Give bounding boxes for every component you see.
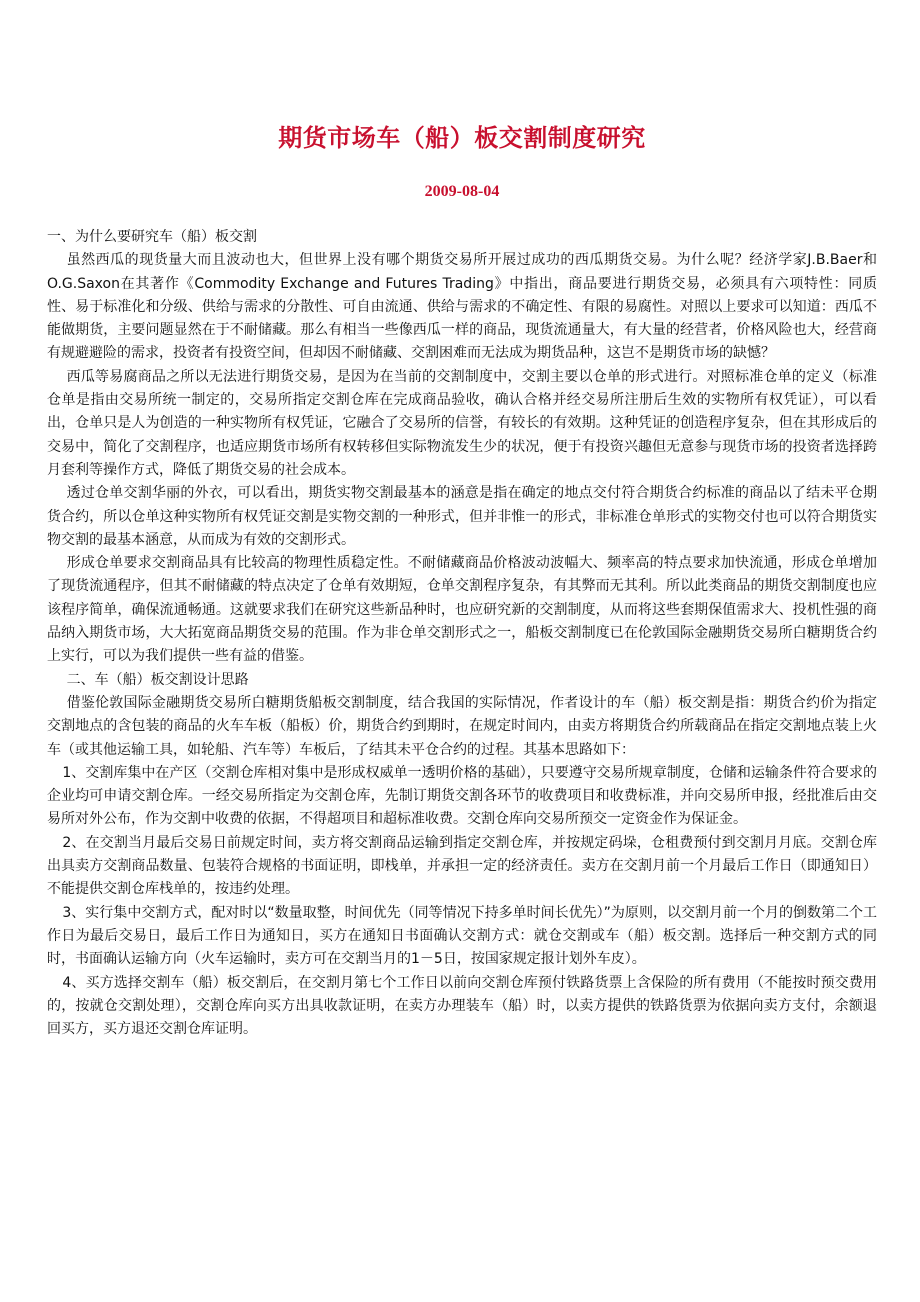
section-1-paragraph-1: 虽然西瓜的现货量大而且波动也大，但世界上没有哪个期货交易所开展过成功的西瓜期货交易。为什么呢？经济学家J.B.Baer和O.G.Saxon在其著作《Commodity Exchange and Futures Trading》中指出，商品要进行期货交易，必须具有六项特性：同质性、易于标准化和分级、供给与需求的分散性、可自由流通、供给与需求的不确定性、有限的易腐性。对照以上要求可以知道：西瓜不能做期货，主要问题显然在于不耐储藏。那么有相当一些像西瓜一样的商品，现货流通量大，有大量的经营者，价格风险也大，经营商有规避避险的需求，投资者有投资空间，但却因不耐储藏、交割困难而无法成为期货品种，这岂不是期货市场的缺憾？ [47,252,877,362]
publish-date: 2009-08-04 [424,183,500,200]
article-body [47,226,877,1041]
section-1-heading: 一、为什么要研究车（船）板交割 [47,229,257,245]
section-1-paragraph-2: 西瓜等易腐商品之所以无法进行期货交易，是因为在当前的交割制度中，交割主要以仓单的形式进行。对照标准仓单的定义（标准仓单是指由交易所统一制定的，交易所指定交割仓库在完成商品验收，确认合格并经交易所注册后生效的实物所有权凭证），可以看出，仓单只是人为创造的一种实物所有权凭证，它融合了交易所的信誉，有较长的有效期。这种凭证的创造程序复杂，但在其形成后的交易中，简化了交割程序，也适应期货市场所有权转移但实际物流发生少的状况，便于有投资兴趣但无意参与现货市场的投资者选择跨月套利等操作方式，降低了期货交易的社会成本。 [47,368,877,478]
section-2-heading: 二、车（船）板交割设计思路 [66,671,249,688]
section-1-paragraph-3: 透过仓单交割华丽的外衣，可以看出，期货实物交割最基本的涵意是指在确定的地点交付符合期货合约标准的商品以了结未平仓期货合约，所以仓单这种实物所有权凭证交割是实物交割的一种形式，但并非惟一的形式，非标准仓单形式的实物交付也可以符合期货实物交割的最基本涵意，从而成为有效的交割形式。 [47,485,877,548]
page-title: 期货市场车（船）板交割制度研究 [278,124,646,152]
section-2-paragraph-1: 借鉴伦敦国际金融期货交易所白糖期货船板交割制度，结合我国的实际情况，作者设计的车（船）板交割是指：期货合约价为指定交割地点的含包装的商品的火车车板（船板）价，期货合约到期时，在规定时间内，由卖方将期货合约所载商品在指定交割地点装上火车（或其他运输工具，如轮船、汽车等）车板后，了结其未平仓合约的过程。其基本思路如下： [47,694,877,758]
section-2-item-4: 4、买方选择交割车（船）板交割后，在交割月第七个工作日以前向交割仓库预付铁路货票上含保险的所有费用（不能按时预交费用的，按就仓交割处理），交割仓库向买方出具收款证明，在卖方办理装车（船）时，以卖方提供的铁路货票为依据向卖方支付，余额退回买方，买方退还交割仓库证明。 [47,974,877,1038]
document-page [47,0,877,1041]
section-2-item-1: 1、交割库集中在产区（交割仓库相对集中是形成权威单一透明价格的基础），只要遵守交易所规章制度，仓储和运输条件符合要求的企业均可申请交割仓库。一经交易所指定为交割仓库，先制订期货交割各环节的收费项目和收费标准，并向交易所申报，经批准后由交易所对外公布，作为交割中收费的依据，不得超项目和超标准收费。交割仓库向交易所预交一定资金作为保证金。 [47,764,877,828]
section-1-paragraph-4: 形成仓单要求交割商品具有比较高的物理性质稳定性。不耐储藏商品价格波动波幅大、频率高的特点要求加快流通，形成仓单增加了现货流通程序，但其不耐储藏的特点决定了仓单有效期短，仓单交割程序复杂，有其弊而无其利。所以此类商品的期货交割制度也应该程序简单，确保流通畅通。这就要求我们在研究这些新品种时，也应研究新的交割制度，从而将这些套期保值需求大、投机性强的商品纳入期货市场，大大拓宽商品期货交易的范围。作为非仓单交割形式之一，船板交割制度已在伦敦国际金融期货交易所白糖期货合约上实行，可以为我们提供一些有益的借鉴。 [47,555,877,665]
section-2-item-3: 3、实行集中交割方式，配对时以“数量取整，时间优先（同等情况下持多单时间长优先）”为原则，以交割月前一个月的倒数第二个工作日为最后交易日，最后工作日为通知日，买方在通知日书面确认交割方式：就仓交割或车（船）板交割。选择后一种交割方式的同时，书面确认运输方向（火车运输时，卖方可在交割当月的1－5日，按国家规定报计划外车皮）。 [47,904,877,968]
section-2-item-2: 2、在交割当月最后交易日前规定时间，卖方将交割商品运输到指定交割仓库，并按规定码垛，仓租费预付到交割月月底。交割仓库出具卖方交割商品数量、包装符合规格的书面证明，即栈单，并承担一定的经济责任。卖方在交割月前一个月最后工作日（即通知日）不能提供交割仓库栈单的，按违约处理。 [47,834,877,898]
